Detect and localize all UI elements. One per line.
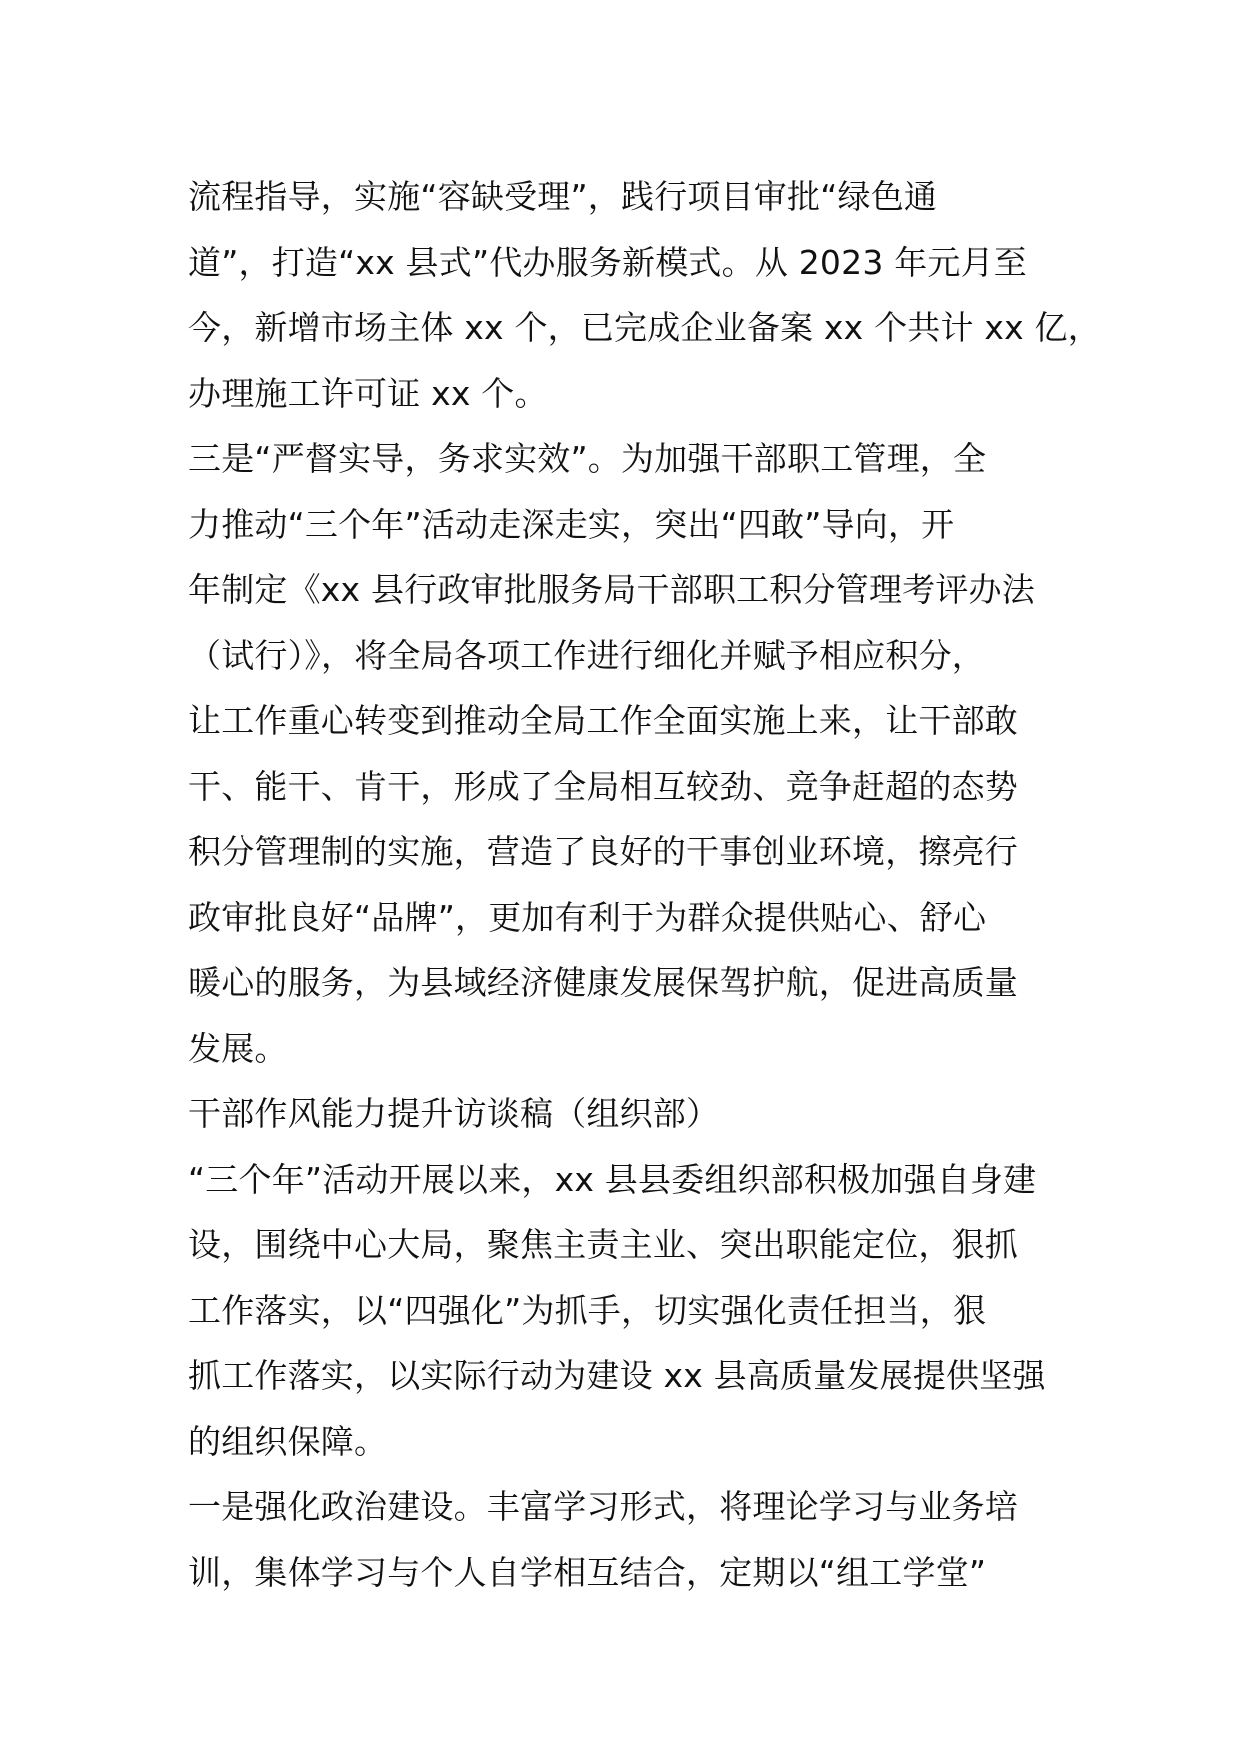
- text-line: 一是强化政治建设。丰富学习形式，将理论学习与业务培: [188, 1487, 1018, 1526]
- text-line: 政审批良好“品牌”，更加有利于为群众提供贴心、舒心: [188, 897, 987, 937]
- text-line: 积分管理制的实施，营造了良好的干事创业环境，擦亮行: [188, 832, 1018, 871]
- text-line: 的组织保障。: [188, 1421, 388, 1461]
- text-line: 力推动“三个年”活动走深走实，突出“四敢”导向，开: [188, 504, 955, 544]
- text-line: 抓工作落实，以实际行动为建设 xx 县高质量发展提供坚强: [188, 1356, 1046, 1395]
- text-line: 办理施工许可证 xx 个。: [188, 373, 548, 413]
- text-line: 流程指导，实施“容缺受理”，践行项目审批“绿色通: [188, 177, 938, 216]
- text-line: （试行）》，将全局各项工作进行细化并赋予相应积分，: [188, 635, 985, 675]
- text-line: 暖心的服务，为县域经济健康发展保驾护航，促进高质量: [188, 963, 1018, 1002]
- text-line: “三个年”活动开展以来，xx 县县委组织部积极加强自身建: [188, 1159, 1037, 1199]
- text-line: 让工作重心转变到推动全局工作全面实施上来，让干部敢: [188, 701, 1018, 740]
- text-line: 训，集体学习与个人自学相互结合，定期以“组工学堂”: [188, 1552, 987, 1592]
- text-line: 三是“严督实导，务求实效”。为加强干部职工管理，全: [188, 439, 987, 478]
- text-line: 设，围绕中心大局，聚焦主责主业、突出职能定位，狠抓: [188, 1225, 1018, 1264]
- text-line: 今，新增市场主体 xx 个，已完成企业备案 xx 个共计 xx 亿，: [188, 308, 1101, 347]
- text-line: 道”，打造“xx 县式”代办服务新模式。从 2023 年元月至: [188, 242, 1027, 282]
- text-line: 干、能干、肯干，形成了全局相互较劲、竞争赶超的态势: [188, 766, 1018, 806]
- text-line: 工作落实，以“四强化”为抓手，切实强化责任担当，狠: [188, 1290, 987, 1330]
- section-heading: 干部作风能力提升访谈稿（组织部）: [188, 1094, 720, 1133]
- text-line: 发展。: [188, 1028, 288, 1068]
- text-line: 年制定《xx 县行政审批服务局干部职工积分管理考评办法: [188, 570, 1035, 609]
- document-body: [188, 164, 1101, 1605]
